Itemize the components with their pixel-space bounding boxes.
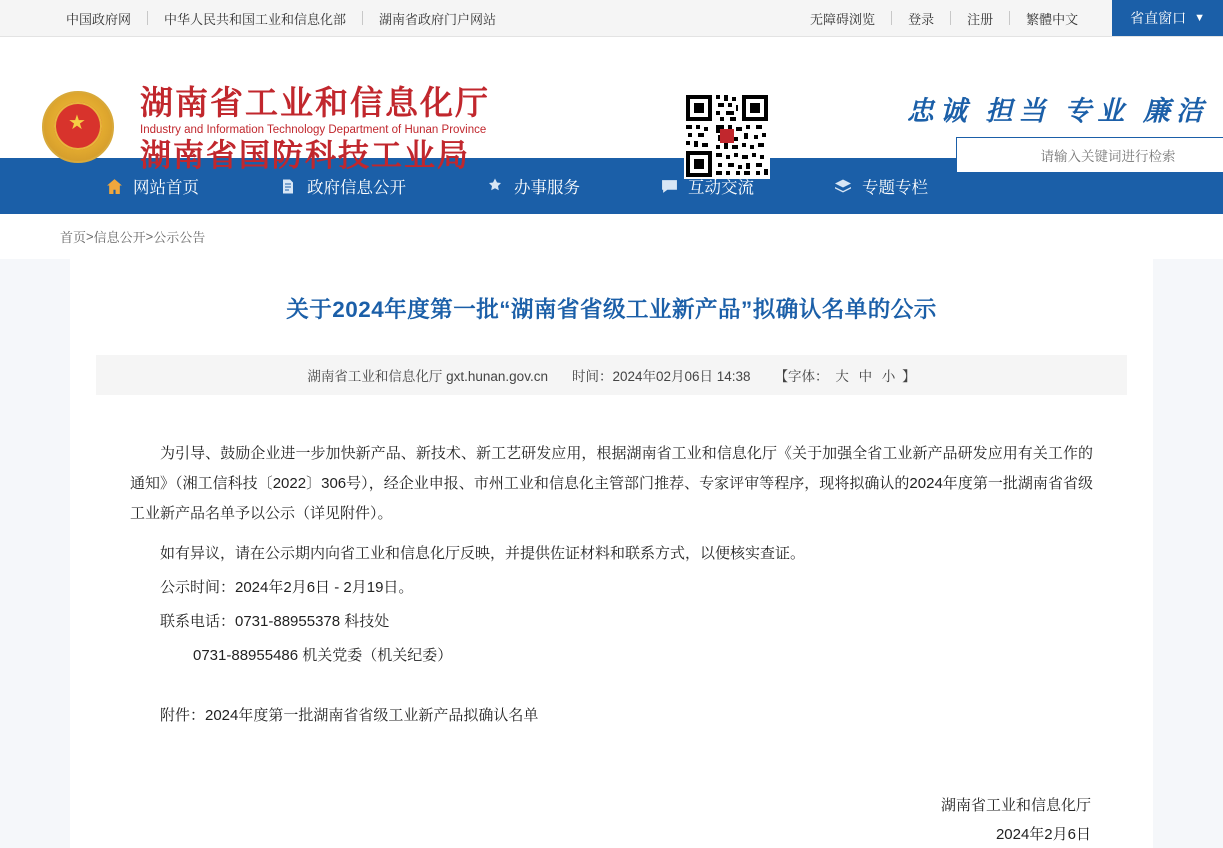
nav-item-services[interactable] — [486, 174, 580, 198]
article-paragraph-phone-2: 0731-88955486 机关党委（机关纪委） — [193, 647, 453, 664]
font-size-small[interactable]: 小 — [881, 369, 896, 384]
article-card — [70, 259, 1153, 848]
document-icon — [279, 177, 297, 195]
font-size-control — [775, 365, 916, 385]
nav-item-label: 网站首页 — [133, 179, 199, 197]
topbar-link-traditional-chinese[interactable]: 繁體中文 — [1026, 11, 1079, 27]
content-background — [0, 259, 1223, 848]
topbar-link-hunan-gov[interactable]: 湖南省政府门户网站 — [379, 11, 497, 27]
org-name-line2: 湖南省国防科技工业局 — [140, 138, 470, 173]
breadcrumb-separator: > — [145, 229, 154, 244]
breadcrumb-item-info-disclosure[interactable]: 信息公开 — [93, 230, 146, 245]
font-size-close-bracket: 】 — [902, 369, 916, 384]
topbar-link-register[interactable]: 注册 — [967, 11, 994, 27]
home-icon — [105, 177, 123, 195]
breadcrumb-separator: > — [86, 229, 94, 244]
breadcrumb — [0, 214, 1223, 259]
nav-item-label: 专题专栏 — [862, 179, 928, 197]
site-title-block — [140, 85, 490, 174]
nav-item-label: 办事服务 — [514, 179, 580, 197]
article-meta-bar — [96, 355, 1127, 395]
search-box[interactable] — [956, 137, 1223, 173]
nav-item-label: 政府信息公开 — [307, 179, 406, 197]
provincial-window-dropdown[interactable] — [1112, 0, 1223, 36]
article-attachment-link[interactable]: 附件：2024年度第一批湖南省省级工业新产品拟确认名单 — [160, 707, 539, 724]
qr-code-icon — [684, 93, 770, 179]
signature-date: 2024年2月6日 — [995, 826, 1091, 843]
font-size-medium[interactable]: 中 — [858, 369, 873, 384]
article-body — [70, 395, 1153, 731]
org-name-line1: 湖南省工业和信息化厅 — [140, 86, 490, 122]
page-title: 关于2024年度第一批“湖南省省级工业新产品”拟确认名单的公示 — [286, 297, 937, 322]
site-slogan: 忠诚 担当 专业 廉洁 — [906, 96, 1209, 126]
nav-item-label: 互动交流 — [688, 179, 754, 197]
article-paragraph-3: 公示时间：2024年2月6日 - 2月19日。 — [160, 579, 414, 596]
signature-organization: 湖南省工业和信息化厅 — [940, 797, 1091, 814]
nav-item-government-info[interactable] — [279, 174, 406, 198]
article-paragraph-2: 如有异议，请在公示期内向省工业和信息化厅反映，并提供佐证材料和联系方式，以便核实查证。 — [160, 545, 806, 562]
service-icon — [486, 177, 504, 195]
top-utility-bar — [0, 0, 1223, 37]
article-source: 湖南省工业和信息化厅 gxt.hunan.gov.cn — [307, 369, 548, 384]
topbar-left-links — [50, 9, 512, 28]
article-time: 时间：2024年02月06日 14:38 — [571, 369, 751, 384]
article-paragraph-4: 联系电话：0731-88955378 科技处 — [160, 613, 390, 630]
topbar-link-accessibility[interactable]: 无障碍浏览 — [810, 11, 876, 27]
chat-icon — [660, 177, 678, 195]
topbar-link-login[interactable]: 登录 — [908, 11, 935, 27]
article-paragraph-1: 为引导、鼓励企业进一步加快新产品、新技术、新工艺研发应用，根据湖南省工业和信息化厅《关于加强全省工业新产品研发应用有关工作的通知》（湘工信科技〔2022〕306号），经企业申报、市州工业和信息化主管部门推荐、专家评审等程序，现将拟确认的2024年度第一批湖南省省级工业新产品名单予以公示（详见附件）。 — [130, 445, 1093, 522]
org-name-english: Industry and Information Technology Department of Hunan Province — [140, 124, 487, 136]
national-emblem-icon: ★ — [42, 91, 116, 165]
topbar-link-gov-cn[interactable]: 中国政府网 — [66, 11, 132, 27]
chevron-down-icon: ▼ — [1194, 12, 1205, 24]
breadcrumb-item-home[interactable]: 首页 — [60, 230, 87, 245]
nav-item-home[interactable] — [105, 174, 199, 198]
article-signature — [70, 791, 1153, 848]
site-header — [0, 37, 1223, 173]
topbar-right-links — [794, 0, 1223, 36]
provincial-window-label: 省直窗口 — [1130, 10, 1187, 26]
font-size-large[interactable]: 大 — [835, 369, 849, 384]
search-input[interactable] — [957, 138, 1223, 174]
font-size-label: 【字体： — [774, 369, 829, 384]
nav-item-topics[interactable] — [834, 174, 928, 198]
layers-icon — [834, 177, 852, 195]
breadcrumb-item-announcements[interactable]: 公示公告 — [153, 230, 206, 245]
topbar-link-miit[interactable]: 中华人民共和国工业和信息化部 — [164, 11, 347, 27]
